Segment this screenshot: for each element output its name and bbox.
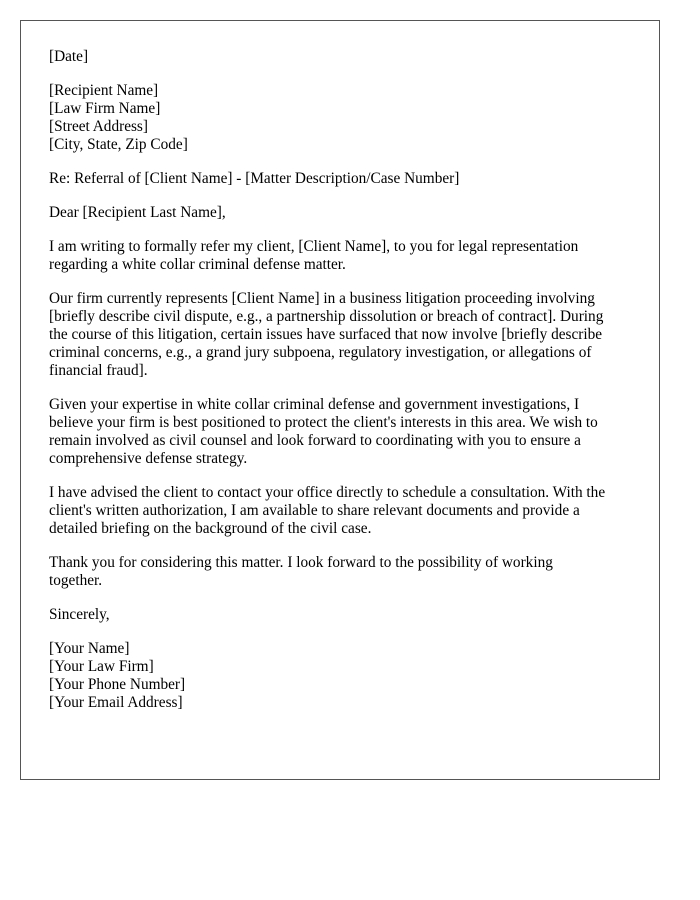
paragraph-line: believe your firm is best positioned to protect the client's interests in this area. We wish to: [49, 414, 598, 431]
signature-email: [Your Email Address]: [49, 694, 183, 711]
signature-phone: [Your Phone Number]: [49, 676, 186, 693]
paragraph-line: Thank you for considering this matter. I look forward to the possibility of working: [49, 554, 553, 571]
body-paragraph-expertise: [49, 396, 631, 468]
closing: [49, 606, 631, 624]
salutation-text: Dear [Recipient Last Name],: [49, 204, 226, 221]
paragraph-line: remain involved as civil counsel and look forward to coordinating with you to ensure a: [49, 432, 581, 449]
paragraph-line: Given your expertise in white collar criminal defense and government investigations, I: [49, 396, 580, 413]
recipient-street: [Street Address]: [49, 118, 148, 135]
paragraph-line: together.: [49, 572, 103, 589]
date-line: [Date]: [49, 48, 89, 65]
recipient-city: [City, State, Zip Code]: [49, 136, 188, 153]
paragraph-line: [briefly describe civil dispute, e.g., a partnership dissolution or breach of contract]. During: [49, 308, 604, 325]
paragraph-line: client's written authorization, I am available to share relevant documents and provide a: [49, 502, 580, 519]
closing-text: Sincerely,: [49, 606, 110, 623]
recipient-name: [Recipient Name]: [49, 82, 159, 99]
subject-text: Re: Referral of [Client Name] - [Matter Description/Case Number]: [49, 170, 460, 187]
paragraph-line: the course of this litigation, certain issues have surfaced that now involve [briefly describe: [49, 326, 603, 343]
recipient-block: [49, 82, 631, 154]
paragraph-line: detailed briefing on the background of the civil case.: [49, 520, 372, 537]
recipient-firm: [Law Firm Name]: [49, 100, 161, 117]
body-paragraph-thanks: [49, 554, 631, 590]
body-paragraph-consultation: [49, 484, 631, 538]
salutation: [49, 204, 631, 222]
subject-line: [49, 170, 631, 188]
signature-block: [49, 640, 631, 712]
body-paragraph-referral: [49, 238, 631, 274]
letter-page: [20, 20, 660, 780]
paragraph-line: I am writing to formally refer my client, [Client Name], to you for legal representation: [49, 238, 579, 255]
paragraph-line: financial fraud].: [49, 362, 148, 379]
paragraph-line: criminal concerns, e.g., a grand jury subpoena, regulatory investigation, or allegations of: [49, 344, 592, 361]
paragraph-line: Our firm currently represents [Client Name] in a business litigation proceeding involving: [49, 290, 595, 307]
paragraph-line: I have advised the client to contact your office directly to schedule a consultation. With the: [49, 484, 606, 501]
signature-firm: [Your Law Firm]: [49, 658, 154, 675]
body-paragraph-background: [49, 290, 631, 380]
letter-date: [49, 48, 631, 66]
signature-name: [Your Name]: [49, 640, 130, 657]
paragraph-line: regarding a white collar criminal defense matter.: [49, 256, 346, 273]
paragraph-line: comprehensive defense strategy.: [49, 450, 248, 467]
